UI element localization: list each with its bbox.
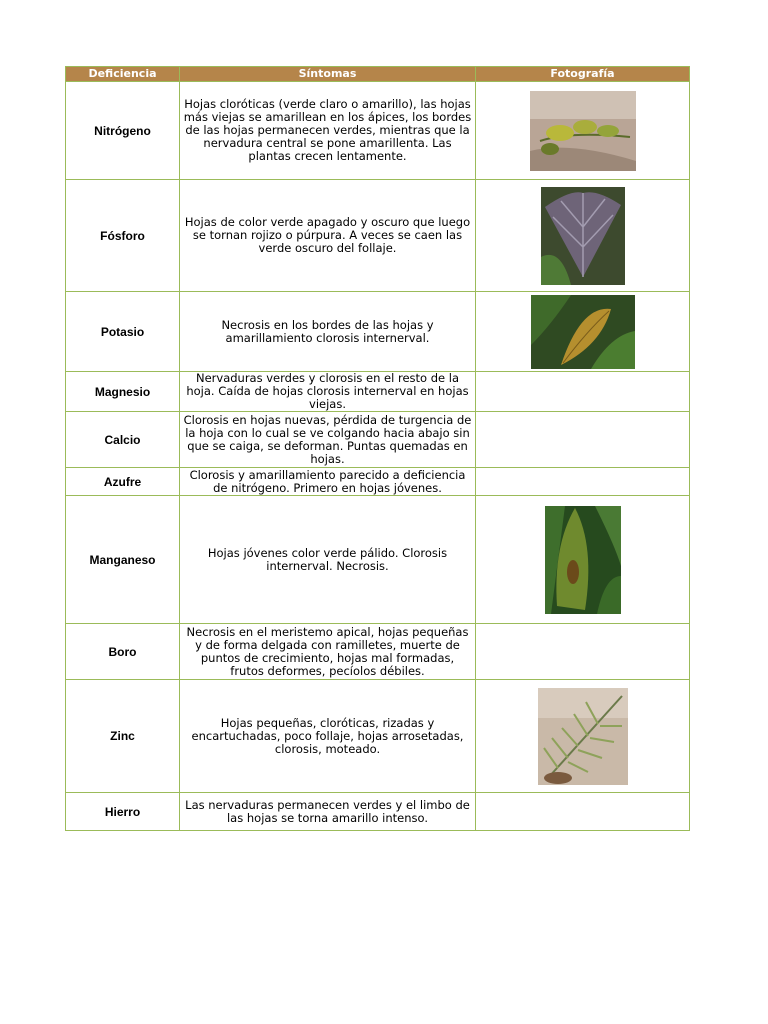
table-row (66, 82, 690, 180)
row-hierro-photo-cell (476, 793, 690, 831)
nitrogen-leaf-photo (530, 91, 636, 171)
table-row (66, 292, 690, 372)
row-calcio-photo-cell (476, 412, 690, 468)
row-boro-photo-cell (476, 624, 690, 680)
row-manganeso-name: Manganeso (66, 496, 180, 624)
phosphorus-leaf-photo (541, 187, 625, 285)
row-hierro-symptoms: Las nervaduras permanecen verdes y el limbo de las hojas se torna amarillo intenso. (180, 793, 476, 831)
row-azufre-name: Azufre (66, 468, 180, 496)
row-boro-name: Boro (66, 624, 180, 680)
row-potasio-name: Potasio (66, 292, 180, 372)
potassium-leaf-photo (531, 295, 635, 369)
table-header-row (66, 67, 690, 82)
row-nitrogeno-name: Nitrógeno (66, 82, 180, 180)
row-hierro-name: Hierro (66, 793, 180, 831)
table-row (66, 468, 690, 496)
header-deficiencia: Deficiencia (66, 67, 180, 82)
table-row (66, 180, 690, 292)
row-fosforo-symptoms: Hojas de color verde apagado y oscuro que luego se tornan rojizo o púrpura. A veces se caen las verde oscuro del follaje. (180, 180, 476, 292)
row-nitrogeno-symptoms: Hojas cloróticas (verde claro o amarillo), las hojas más viejas se amarillean en los ápices, los bordes de las hojas permanecen verdes, mientras que la nervadura central se pone amarillenta. Las plantas crecen lentamente. (180, 82, 476, 180)
row-manganeso-photo-cell (476, 496, 690, 624)
table-row (66, 624, 690, 680)
row-manganeso-symptoms: Hojas jóvenes color verde pálido. Clorosis internerval. Necrosis. (180, 496, 476, 624)
row-potasio-symptoms: Necrosis en los bordes de las hojas y amarillamiento clorosis internerval. (180, 292, 476, 372)
row-fosforo-name: Fósforo (66, 180, 180, 292)
row-zinc-symptoms: Hojas pequeñas, cloróticas, rizadas y encartuchadas, poco follaje, hojas arrosetadas, clorosis, moteado. (180, 680, 476, 793)
row-calcio-name: Calcio (66, 412, 180, 468)
row-calcio-symptoms: Clorosis en hojas nuevas, pérdida de turgencia de la hoja con lo cual se ve colgando hacia abajo sin que se caiga, se deforman. Puntas quemadas en hojas. (180, 412, 476, 468)
row-magnesio-photo-cell (476, 372, 690, 412)
row-azufre-photo-cell (476, 468, 690, 496)
table-row (66, 680, 690, 793)
table-row (66, 372, 690, 412)
row-boro-symptoms: Necrosis en el meristemo apical, hojas pequeñas y de forma delgada con ramilletes, muerte de puntos de crecimiento, hojas mal formadas, frutos deformes, pecíolos débiles. (180, 624, 476, 680)
row-zinc-photo-cell (476, 680, 690, 793)
table-row (66, 496, 690, 624)
manganese-leaf-photo (545, 506, 621, 614)
header-fotografia: Fotografía (476, 67, 690, 82)
row-azufre-symptoms: Clorosis y amarillamiento parecido a deficiencia de nitrógeno. Primero en hojas jóvenes. (180, 468, 476, 496)
row-zinc-name: Zinc (66, 680, 180, 793)
row-magnesio-name: Magnesio (66, 372, 180, 412)
deficiency-table (65, 66, 690, 831)
row-nitrogeno-photo-cell (476, 82, 690, 180)
zinc-palm-photo (538, 688, 628, 785)
header-sintomas: Síntomas (180, 67, 476, 82)
row-potasio-photo-cell (476, 292, 690, 372)
table-row (66, 412, 690, 468)
row-magnesio-symptoms: Nervaduras verdes y clorosis en el resto de la hoja. Caída de hojas clorosis internerval en hojas viejas. (180, 372, 476, 412)
table-row (66, 793, 690, 831)
row-fosforo-photo-cell (476, 180, 690, 292)
